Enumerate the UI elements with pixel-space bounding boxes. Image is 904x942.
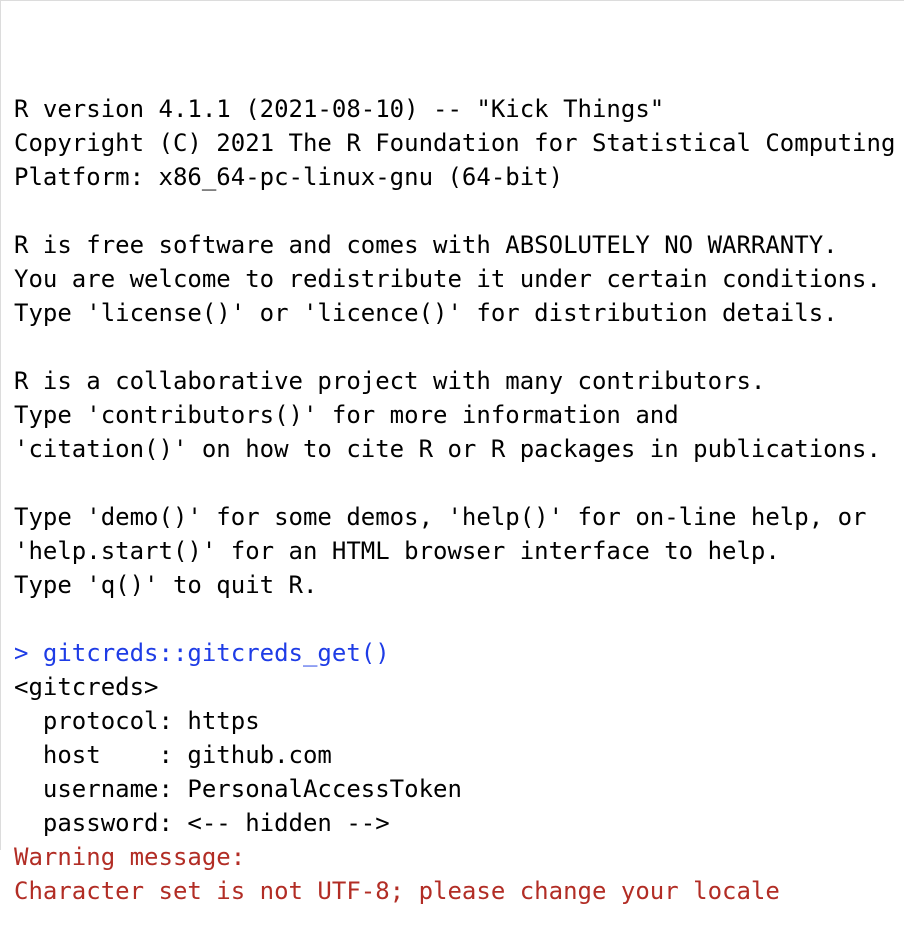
console-output-line: protocol: https [14,707,260,735]
console-output-line: R is a collaborative project with many contributors. [14,367,766,395]
console-output-line: password: <-- hidden --> [14,809,390,837]
console-blank-line [14,330,904,364]
console-output-line: R version 4.1.1 (2021-08-10) -- "Kick Things" [14,95,665,123]
console-output-line: username: PersonalAccessToken [14,775,462,803]
console-blank-line [14,194,904,228]
console-output-line: You are welcome to redistribute it under certain conditions. [14,265,881,293]
console-output-line: Platform: x86_64-pc-linux-gnu (64-bit) [14,163,564,191]
console-output-line: Type 'q()' to quit R. [14,571,318,599]
console-output-line: 'citation()' on how to cite R or R packages in publications. [14,435,881,463]
console-output-line: host : github.com [14,741,332,769]
console-output-line: 'help.start()' for an HTML browser interface to help. [14,537,780,565]
console-command-line: > gitcreds::gitcreds_get() [14,639,390,667]
console-warning-line: Character set is not UTF-8; please change your locale [14,877,780,905]
console-output-line: R is free software and comes with ABSOLUTELY NO WARRANTY. [14,231,838,259]
console-output-line: <gitcreds> [14,673,159,701]
console-output [14,92,904,908]
console-warning-line: Warning message: [14,843,246,871]
console-blank-line [14,602,904,636]
console-output-line: Copyright (C) 2021 The R Foundation for Statistical Computing [14,129,896,157]
console-output-line: Type 'demo()' for some demos, 'help()' for on-line help, or [14,503,867,531]
console-output-line: Type 'license()' or 'licence()' for distribution details. [14,299,838,327]
console-output-line: Type 'contributors()' for more information and [14,401,679,429]
console-blank-line [14,466,904,500]
